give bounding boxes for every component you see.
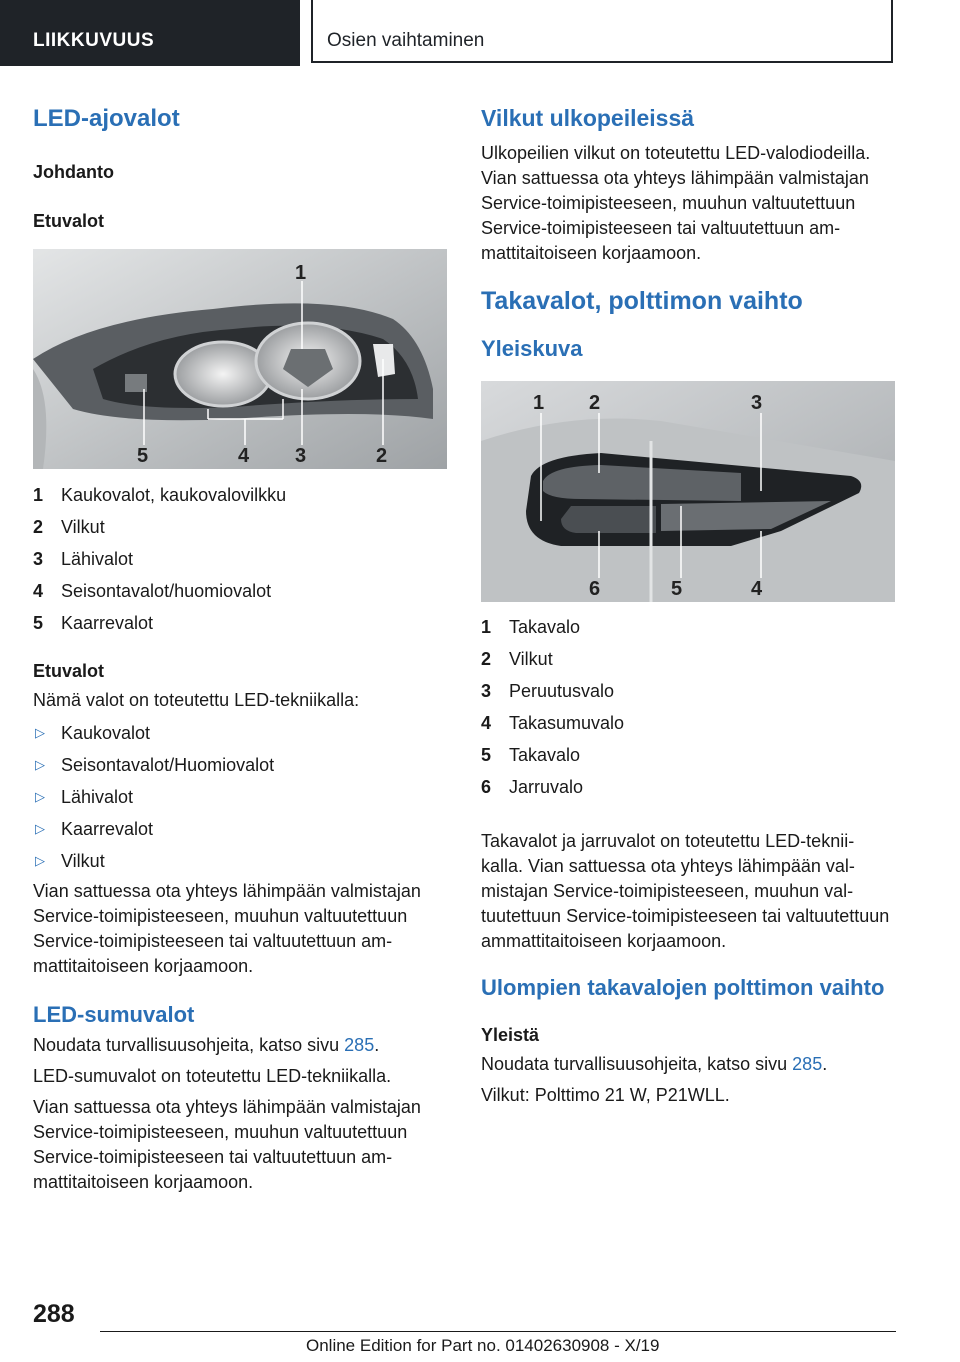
list-item: 2 Vilkut [481, 648, 553, 669]
callout-5: 5 [137, 445, 149, 467]
headlight-illustration [33, 249, 447, 469]
section-title: LIIKKUVUUS [33, 30, 155, 51]
outer-rear-lights-title: Ulompien takavalojen polttimon vaihto [481, 974, 885, 1000]
callout-2: 2 [589, 391, 601, 414]
headlight-legend [33, 479, 447, 639]
list-item: 1 Takavalo [481, 616, 581, 637]
fog-text: LED-sumuvalot on toteutettu LED-tekniikalla. [33, 1065, 392, 1086]
list-item: 3 Lähivalot [33, 549, 134, 569]
rear-lights-text: Takavalot ja jarruvalot on toteutettu LED-teknii-kalla. Vian sattuessa ota yhteys lähimpään val-mistajan Service-toimipisteeseen, muuhun val-tuutettuun Service-toimipisteeseen tai valtuutettuun ammattitaitoiseen korjaamoon. [481, 830, 890, 951]
page-header [0, 0, 960, 66]
list-item: ▷ Kaukovalot [35, 723, 151, 743]
right-column [481, 100, 895, 1108]
page-number: 288 [33, 1300, 75, 1328]
callout-4: 4 [751, 577, 763, 600]
outer-safety-line: Noudata turvallisuusohjeita, katso sivu 285. [481, 1054, 828, 1074]
list-item: ▷ Lähivalot [35, 787, 134, 807]
callout-1: 1 [295, 262, 307, 284]
front-lights-text: Nämä valot on toteutettu LED-tekniikalla: [33, 690, 360, 710]
list-item: 5 Kaarrevalot [33, 613, 154, 633]
rear-lights-title: Takavalot, polttimon vaihto [481, 286, 803, 315]
callout-5: 5 [671, 577, 683, 600]
led-headlights-title: LED-ajovalot [33, 105, 180, 132]
callout-4: 4 [238, 445, 250, 467]
front-lights-heading-2: Etuvalot [33, 661, 105, 681]
taillight-figure [481, 381, 895, 602]
list-item: ▷ Vilkut [35, 851, 105, 871]
mirror-text: Ulkopeilien vilkut on toteutettu LED-valodiodeilla. Vian sattuessa ota yhteys lähimpään valmistajan Service-toimipisteeseen, muuhun valtuutettuun Service-toimipisteeseen tai valtuutettuun am-mattitaitoiseen korjaamoon. [481, 142, 871, 263]
callout-1: 1 [533, 391, 545, 414]
list-item: 4 Takasumuvalo [481, 712, 625, 733]
section-tab [0, 0, 300, 66]
mirror-indicators-title: Vilkut ulkopeileissä [481, 105, 695, 131]
callout-3: 3 [751, 391, 763, 414]
fog-service-paragraph: Vian sattuessa ota yhteys lähimpään valmistajan Service-toimipisteeseen, muuhun valtuutettuun Service-toimipisteeseen tai valtuutettuun am-mattitaitoiseen korjaamoon. [33, 1096, 421, 1192]
front-lights-heading: Etuvalot [33, 211, 105, 231]
footer-divider [100, 1331, 896, 1332]
list-item: 1 Kaukovalot, kaukovalovilkku [33, 485, 287, 505]
edition-line: Online Edition for Part no. 01402630908 - X/19 [306, 1336, 660, 1355]
fog-lights-title: LED-sumuvalot [33, 1002, 195, 1027]
overview-heading: Yleiskuva [481, 336, 583, 361]
fog-safety-line: Noudata turvallisuusohjeita, katso sivu 285. [33, 1034, 380, 1055]
page-reference-link[interactable]: 285 [344, 1034, 375, 1055]
list-item: ▷ Seisontavalot/Huomiovalot [35, 755, 275, 775]
left-column [33, 100, 447, 1195]
list-item: 4 Seisontavalot/huomiovalot [33, 581, 272, 601]
service-paragraph: Vian sattuessa ota yhteys lähimpään valmistajan Service-toimipisteeseen, muuhun valtuutettuun Service-toimipisteeseen tai valtuutettuun am-mattitaitoiseen korjaamoon. [33, 881, 421, 976]
taillight-illustration [481, 381, 895, 602]
list-item: 6 Jarruvalo [481, 776, 584, 797]
chapter-tab [311, 0, 893, 63]
callout-6: 6 [589, 577, 601, 600]
callout-3: 3 [295, 445, 307, 467]
outer-bulb-text: Vilkut: Polttimo 21 W, P21WLL. [481, 1085, 730, 1105]
page-reference-link[interactable]: 285 [792, 1054, 823, 1074]
chapter-title: Osien vaihtaminen [327, 30, 485, 51]
list-item: ▷ Kaarrevalot [35, 819, 154, 839]
led-bullet-list [33, 717, 447, 877]
taillight-legend [481, 611, 895, 803]
list-item: 2 Vilkut [33, 517, 105, 537]
list-item: 3 Peruutusvalo [481, 680, 615, 701]
list-item: 5 Takavalo [481, 744, 581, 765]
callout-2: 2 [376, 445, 388, 467]
headlight-figure [33, 249, 447, 469]
intro-heading: Johdanto [33, 162, 114, 182]
general-heading: Yleistä [481, 1025, 540, 1045]
